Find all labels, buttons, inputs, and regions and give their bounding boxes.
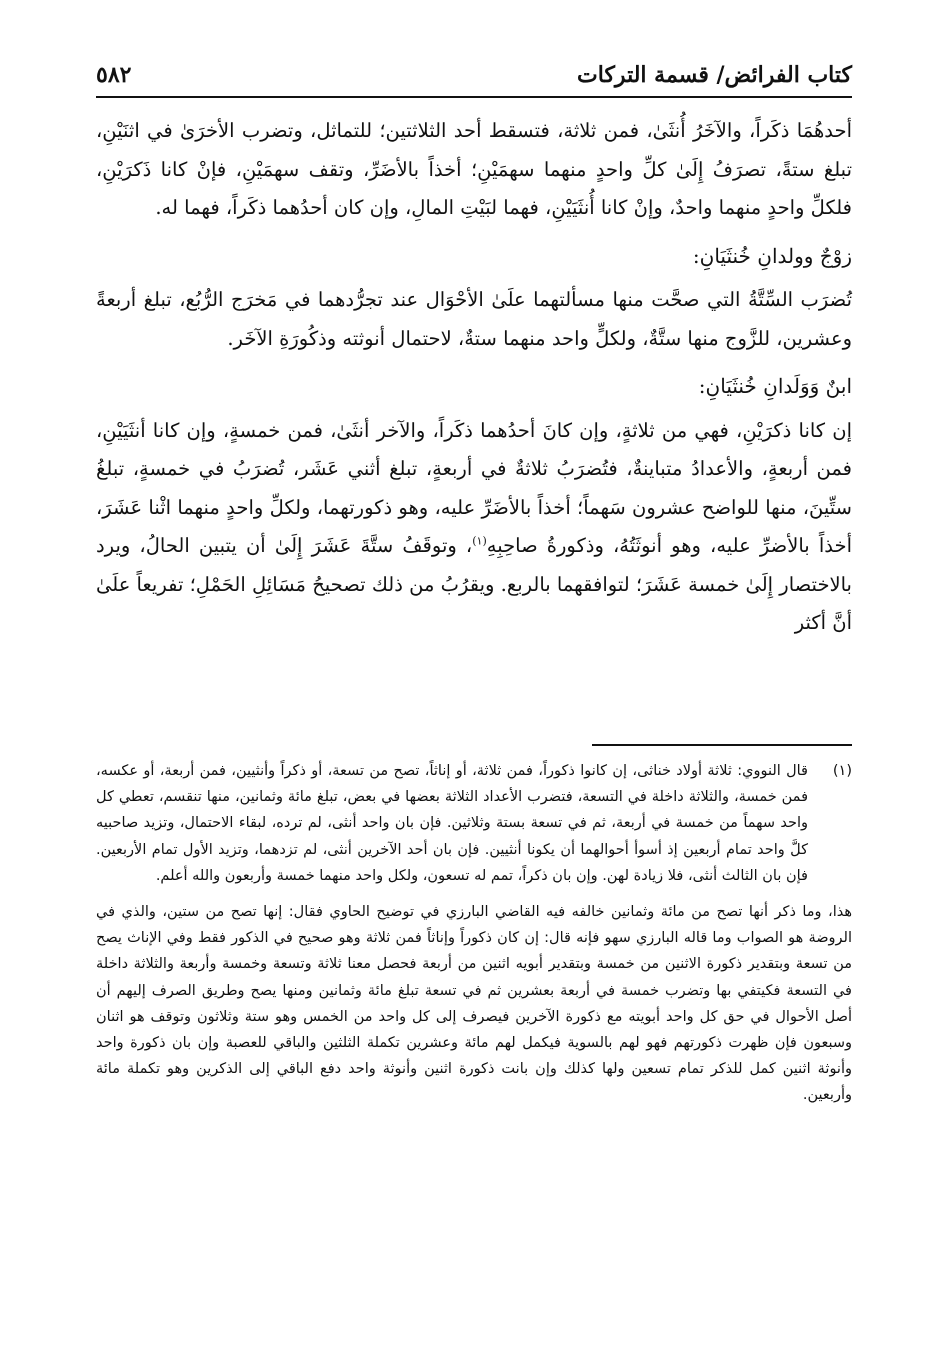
paragraph-2: تُضرَب السِّتَّةُ التي صحَّت منها مسألتهما علَىٰ الأحْوَال عند تجرُّدهما في مَخرَج الرُّبُع، تبلغ أربعةً وعشرين، للزَّوج منها ستَّةٌ، ولكلٍّ واحد منهما ستةٌ، لاحتمال أنوثته وذكُورَةِ الآخَر. bbox=[96, 288, 852, 350]
page-header bbox=[96, 58, 852, 92]
header-divider bbox=[96, 96, 852, 98]
paragraph-3 bbox=[96, 412, 852, 643]
paragraph-3-part-1: إن كانا ذكرَيْنِ، فهي من ثلاثةٍ، وإن كانَ أحدُهما ذكَراً، والآخر أنثَىٰ، فمن خمسةٍ، وإن كانا أنثَيَيْنِ، فمن أربعةٍ، والأعدادُ متباينةٌ، فتُضرَبُ ثلاثةٌ في أربعةٍ، تبلغ أثني عَشَر، تُضرَبُ في خمسةٍ، تبلغُ ستِّينَ، منها للواضح عشرون سَهماً؛ أخذاً بالأضَرِّ عليه، وهو ذكورتهما، ولكلِّ واحدٍ منهما اثْنا عَشَرَ، أخذاً بالأضرِّ عليه، وهو أنوثَتُهُ، وذكورةُ صاحِبِهِ bbox=[96, 418, 852, 557]
running-title: كتاب الفرائض/ قسمة التركات bbox=[577, 62, 852, 88]
footnote-divider bbox=[592, 744, 852, 746]
main-text bbox=[96, 112, 852, 643]
paragraph-3-part-2: ، وتوقَفُ ستَّةَ عَشَرَ إِلَىٰ أن يتبين الحالُ، ويرد بالاختصار إِلَىٰ خمسة عَشَرَ؛ لتوافقهما بالربع. ويقرُبُ من ذلك تصحيحُ مَسَائِلِ الحَمْلِ؛ تفريعاً علَىٰ أنَّ أكثر bbox=[96, 534, 852, 634]
section-heading-son-hermaphrodites: ابنٌ وَوَلَدانِ خُنثَيَانِ: bbox=[698, 374, 852, 398]
section-heading-husband-hermaphrodites: زوْجٌ وولدانِ خُنثَيَانِ: bbox=[692, 243, 852, 268]
book-page bbox=[96, 0, 852, 1363]
page-number: ٥٨٢ bbox=[96, 62, 132, 88]
paragraph-1: أحدهُمَا ذكَراً، والآخَرُ أُنثَىٰ، فمن ثلاثة، فتسقط أحد الثلاثتين؛ للتماثل، وتضرب الأخرَىٰ في اثنَيْنِ، تبلغ ستةً، تصرَفُ إِلَىٰ كلِّ واحدٍ منهما سهمَيْنِ؛ أخذاً بالأضَرِّ، وتقف سهمَيْنِ، فإنْ كانا ذَكرَيْنِ، فلكلِّ واحدٍ منهما واحدٌ، وإنْ كانا أُنثَيَيْنِ، فهما لبَيْتِ المالِ، وإن كان أحدُهما ذكَراً، فهما له. bbox=[96, 119, 852, 219]
footnote-text: قال النووي: ثلاثة أولاد خناثى، إن كانوا ذكوراً، فمن ثلاثة، أو إناثاً، تصح من تسعة، أو ذكراً وأنثيين، فمن أربعة، أو عكسه، فمن خمسة، والثلاثة داخلة في التسعة، فتضرب الأعداد الثلاثة بعضها في بعض، تبلغ مائة وثمانين، منها تنقسم، تعطي كل واحد سهماً من خمسة في أربعة، ثم في تسعة بستة وثلاثين. فإن بان واحد أنثى، لم ترده، لبقاء الاحتمال، وتزيد صاحبيه كلَّ واحد تمام أربعين إذ أسوأ أحوالهما أن يكونا أنثيين. فإن بان أحد الآخرين أنثى، لم تزدهما، وتزيد الأول تمام الأربعين. فإن بان الثالث أنثى، فلا زيادة لهن. وإن بان ذكراً، تمم له تسعون، ولكل واحد منهما خمسة وأربعون والله أعلم. bbox=[96, 763, 808, 884]
footnote-commentary: هذا، وما ذكر أنها تصح من مائة وثمانين خالفه فيه القاضي البارزي في توضيح الحاوي فقال: إنها تصح من ستين، والذي في الروضة هو الصواب وما قاله البارزي سهو فإنه قال: إن كان ذكوراً وإناثاً فمن ثلاثة وهو صحيح في الذكور فقط وفي الإناث يصح من تسعة وبتقدير ذكورة الاثنين من خمسة وبتقدير أبويه اثنين من أربعة فحصل معنا ثلاثة وتسعة وخمسة وأربعة والثلاثة داخلة في التسعة فكيتفي بها وتضرب خمسة في أربعة بعشرين ثم في تسعة تبلغ مائة وثمانين ومنها يصح وطريق الصرف إليهم أن أصل الأحوال في حق كل واحد أبويته مع ذكورة الآخرين فيصرف إلى كل واحد من الخمس وهو ستة وثلاثون وتوقف هو اثنان وسبعون فإن ظهرت ذكورتهم فهو لهم بالسوية فيكمل لهم مائة وعشرين تكملة الثلثين والباقي للعصبة وإن بان ذكورة واحد وأنوثة اثنين كمل للذكر تمام تسعين ولها كذلك وإن بانت ذكورة اثنين وأنوثة واحد دفع الباقي إلى الذكرين وهو تكملة مائة وأربعين. bbox=[96, 904, 852, 1104]
footnote-1 bbox=[96, 758, 852, 889]
footnote-reference[interactable]: (١) bbox=[472, 534, 487, 548]
footnotes-section bbox=[96, 758, 852, 1123]
footnote-number: (١) bbox=[832, 763, 852, 779]
